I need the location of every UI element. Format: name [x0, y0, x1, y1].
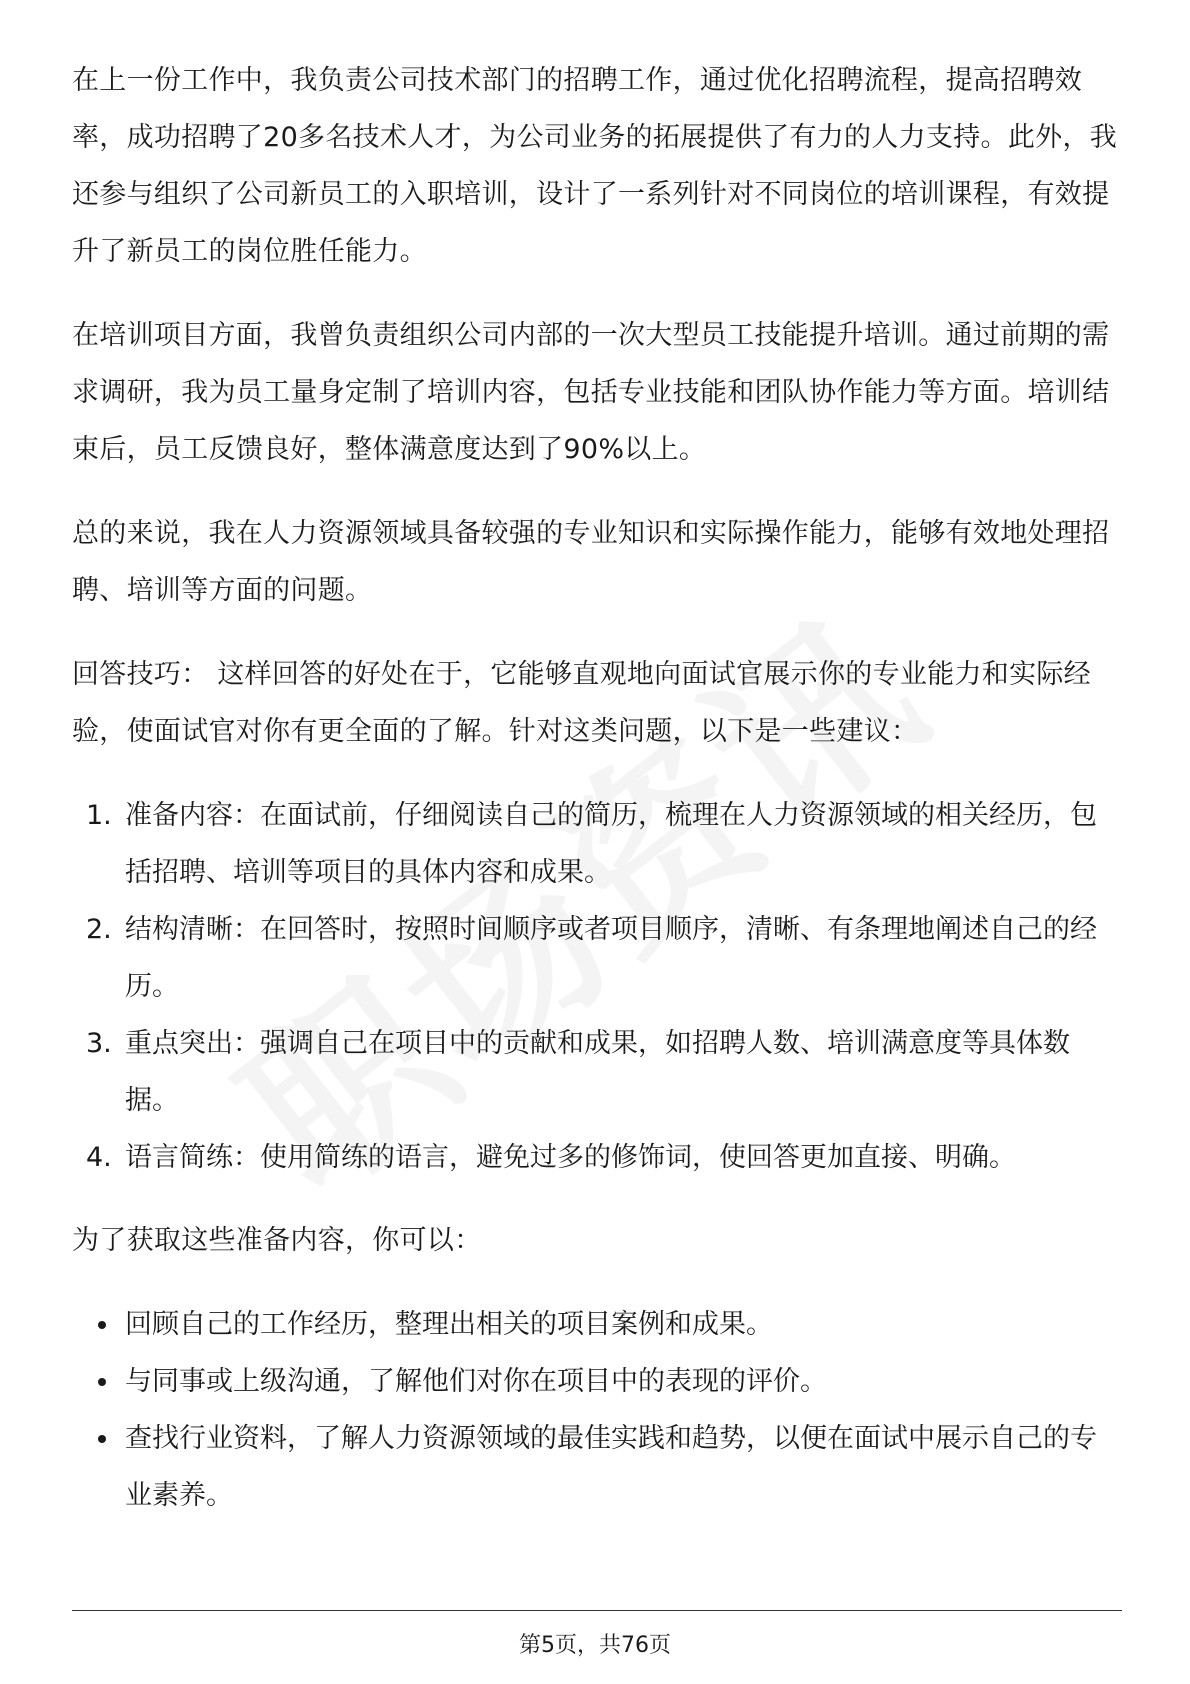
list-item — [72, 1129, 1122, 1186]
list-item-text: 查找行业资料，了解人力资源领域的最佳实践和趋势，以便在面试中展示自己的专业素养。 — [125, 1423, 1097, 1511]
list-item-number: 4. — [86, 1142, 112, 1173]
paragraph-previous-job: 在上一份工作中，我负责公司技术部门的招聘工作，通过优化招聘流程，提高招聘效率，成功招聘了20多名技术人才，为公司业务的拓展提供了有力的人力支持。此外，我还参与组织了公司新员工的入职培训，设计了一系列针对不同岗位的培训课程，有效提升了新员工的岗位胜任能力。 — [72, 65, 1118, 267]
document-body — [72, 52, 1122, 1524]
preparation-bullet-list — [72, 1296, 1122, 1524]
paragraph-summary: 总的来说，我在人力资源领域具备较强的专业知识和实际操作能力，能够有效地处理招聘、培训等方面的问题。 — [72, 518, 1110, 606]
list-item-text: 回顾自己的工作经历，整理出相关的项目案例和成果。 — [125, 1309, 773, 1340]
bullet-dot-icon — [98, 1378, 106, 1386]
list-item — [72, 1015, 1122, 1129]
list-item-text: 结构清晰：在回答时，按照时间顺序或者项目顺序，清晰、有条理地阐述自己的经历。 — [125, 914, 1097, 1002]
list-item-number: 1. — [86, 800, 112, 831]
list-item — [72, 1410, 1122, 1524]
bullet-dot-icon — [98, 1321, 106, 1329]
paragraph-training-project: 在培训项目方面，我曾负责组织公司内部的一次大型员工技能提升培训。通过前期的需求调研，我为员工量身定制了培训内容，包括专业技能和团队协作能力等方面。培训结束后，员工反馈良好，整体满意度达到了90%以上。 — [72, 320, 1110, 465]
page-number: 第5页，共76页 — [519, 1633, 671, 1658]
list-item — [72, 1296, 1122, 1353]
list-item-number: 2. — [86, 914, 112, 945]
list-item-number: 3. — [86, 1028, 112, 1059]
list-item-text: 与同事或上级沟通，了解他们对你在项目中的表现的评价。 — [125, 1366, 827, 1397]
list-item-text: 重点突出：强调自己在项目中的贡献和成果，如招聘人数、培训满意度等具体数据。 — [125, 1028, 1070, 1116]
footer-divider — [72, 1610, 1122, 1611]
paragraph-preparation: 为了获取这些准备内容，你可以： — [72, 1225, 482, 1256]
paragraph-answer-tips: 回答技巧： 这样回答的好处在于，它能够直观地向面试官展示你的专业能力和实际经验，使面试官对你有更全面的了解。针对这类问题，以下是一些建议： — [72, 659, 1091, 747]
bullet-dot-icon — [98, 1435, 106, 1443]
list-item-text: 准备内容：在面试前，仔细阅读自己的简历，梳理在人力资源领域的相关经历，包括招聘、培训等项目的具体内容和成果。 — [125, 800, 1097, 888]
list-item — [72, 1353, 1122, 1410]
list-item — [72, 901, 1122, 1015]
list-item-text: 语言简练：使用简练的语言，避免过多的修饰词，使回答更加直接、明确。 — [125, 1142, 1016, 1173]
list-item — [72, 787, 1122, 901]
tips-list — [72, 787, 1122, 1186]
